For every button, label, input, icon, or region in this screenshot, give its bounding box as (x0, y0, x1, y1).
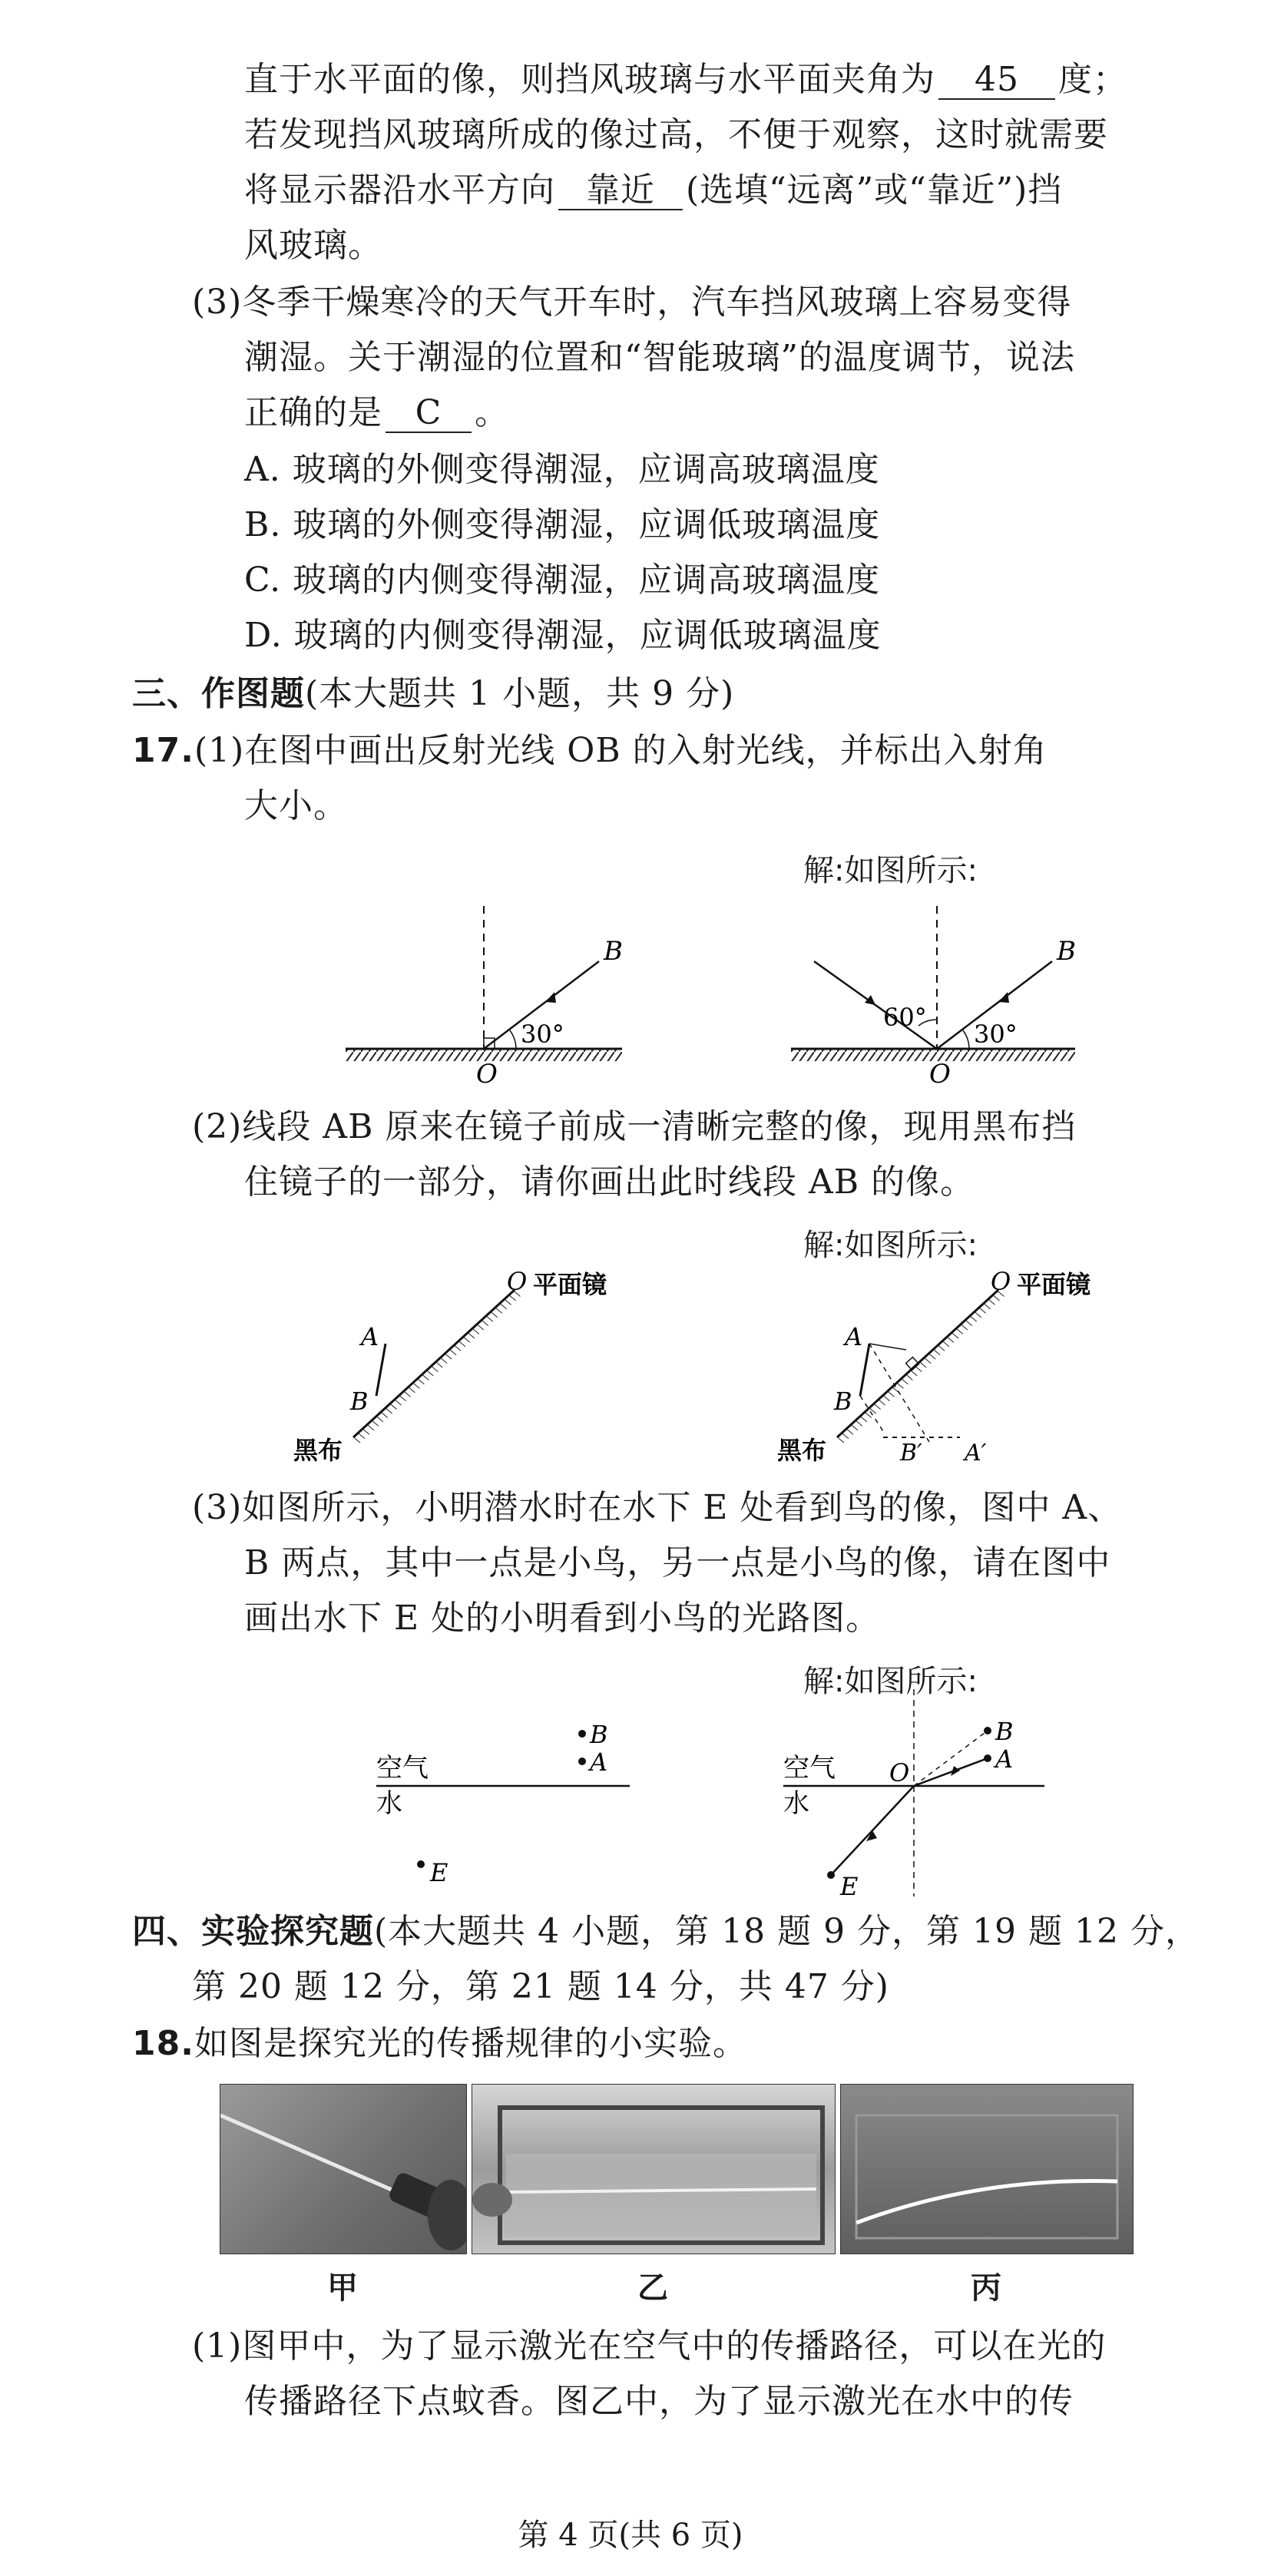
answer-blank: C (386, 395, 472, 433)
section-4-note: 第 20 题 12 分，第 21 题 14 分，共 47 分) (192, 1967, 889, 2006)
photo-bing (840, 2084, 1134, 2254)
figure-reflection-question (338, 891, 630, 1090)
segment-ab (376, 1344, 386, 1396)
answer-blank: 45 (938, 61, 1055, 100)
arrow-head (545, 992, 556, 1003)
q17-line-2: 大小。 (244, 786, 348, 825)
caption-yi: 乙 (637, 2270, 668, 2306)
label-o: O (507, 1267, 528, 1296)
figure-mirror-solution (768, 1259, 1167, 1474)
q16-line-3: 将显示器沿水平方向 靠近 (选填“远离”或“靠近”)挡 (244, 170, 1063, 210)
q16-part3-line-2: 潮湿。关于潮湿的位置和“智能玻璃”的温度调节，说法 (244, 338, 1075, 377)
q17-part3-line-3: 画出水下 E 处的小明看到小鸟的光路图。 (244, 1599, 881, 1638)
laser-beam-curved (841, 2085, 1133, 2254)
q17-line-1: 17.(1)在图中画出反射光线 OB 的入射光线，并标出入射角 (132, 731, 1048, 770)
solution-label: 解:如图所示: (803, 853, 978, 888)
point-e (827, 1871, 835, 1879)
point-a (984, 1754, 991, 1762)
label-mirror: 平面镜 (1017, 1270, 1091, 1299)
q16-line-4: 风玻璃。 (244, 226, 382, 265)
label-a-prime: A′ (965, 1440, 987, 1467)
construction-line (869, 1344, 906, 1350)
point-b (578, 1730, 586, 1738)
label-b: B (995, 1717, 1014, 1746)
caption-jia: 甲 (327, 2270, 358, 2306)
label-water: 水 (783, 1788, 809, 1819)
arrow-head (998, 992, 1009, 1003)
segment-ab (860, 1344, 869, 1396)
answer-blank: 靠近 (558, 172, 683, 210)
photo-yi (472, 2084, 836, 2254)
photo-jia (220, 2084, 467, 2254)
label-o: O (889, 1758, 910, 1787)
arrow-head (865, 995, 875, 1005)
mirror-hatch (353, 1290, 521, 1443)
laser-beam-air (220, 2085, 466, 2254)
q17-part2-line-1: (2)线段 AB 原来在镜子前成一清晰完整的像，现用黑布挡 (192, 1107, 1077, 1146)
point-a (578, 1758, 586, 1765)
q18-part1-line-1: (1)图甲中，为了显示激光在空气中的传播路径，可以在光的 (192, 2326, 1107, 2366)
q16-part3-line-1: (3)冬季干燥寒冷的天气开车时，汽车挡风玻璃上容易变得 (192, 283, 1072, 322)
label-a: A (590, 1748, 608, 1777)
q18-part1-line-2: 传播路径下点蚊香。图乙中，为了显示激光在水中的传 (244, 2382, 1074, 2421)
label-30: 30° (974, 1020, 1018, 1049)
angle-arc-30 (963, 1030, 969, 1049)
q16-part3-line-3: 正确的是 C 。 (244, 393, 509, 432)
point-b (984, 1727, 991, 1734)
construction-line-a (869, 1344, 929, 1442)
q17-part3-line-1: (3)如图所示，小明潜水时在水下 E 处看到鸟的像，图中 A、 (192, 1488, 1123, 1527)
label-30: 30° (521, 1020, 564, 1049)
label-o: O (991, 1267, 1011, 1296)
virtual-ray (914, 1731, 988, 1786)
label-e: E (840, 1872, 859, 1901)
figure-refraction-question (361, 1697, 653, 1889)
incident-ray (914, 1758, 988, 1786)
label-mirror: 平面镜 (533, 1270, 607, 1299)
figure-refraction-solution (776, 1682, 1067, 1904)
label-e: E (430, 1858, 448, 1887)
option-a: A. 玻璃的外侧变得潮湿，应调高玻璃温度 (244, 450, 880, 489)
label-b: B (604, 936, 623, 967)
mirror-hatch (837, 1290, 1004, 1443)
label-b: B (1057, 936, 1076, 967)
section-4-heading: 四、实验探究题(本大题共 4 小题，第 18 题 9 分，第 19 题 12 分， (132, 1912, 1200, 1951)
label-b: B (350, 1387, 369, 1416)
label-60: 60° (883, 1003, 927, 1032)
label-b: B (834, 1387, 852, 1416)
label-black-cloth: 黑布 (777, 1436, 827, 1465)
option-d: D. 玻璃的内侧变得潮湿，应调低玻璃温度 (244, 616, 882, 655)
label-b-prime: B′ (900, 1440, 922, 1467)
option-b: B. 玻璃的外侧变得潮湿，应调低玻璃温度 (244, 505, 881, 544)
label-a: A (845, 1322, 863, 1351)
label-water: 水 (376, 1788, 402, 1819)
label-o: O (476, 1059, 498, 1090)
label-b: B (590, 1720, 608, 1749)
label-a: A (995, 1744, 1014, 1774)
section-3-heading: 三、作图题(本大题共 1 小题，共 9 分) (132, 674, 735, 713)
q17-part2-line-2: 住镜子的一部分，请你画出此时线段 AB 的像。 (244, 1162, 975, 1202)
q17-part3-line-2: B 两点，其中一点是小鸟，另一点是小鸟的像，请在图中 (244, 1543, 1111, 1582)
label-air: 空气 (376, 1753, 429, 1784)
water-tank (472, 2085, 835, 2254)
caption-bing: 丙 (971, 2270, 1001, 2306)
q16-line-2: 若发现挡风玻璃所成的像过高，不便于观察，这时就需要 (244, 115, 1108, 154)
page-footer: 第 4 页(共 6 页) (518, 2518, 743, 2553)
label-air: 空气 (783, 1753, 836, 1784)
point-e (417, 1860, 425, 1868)
q18-stem: 18.如图是探究光的传播规律的小实验。 (132, 2024, 747, 2063)
label-black-cloth: 黑布 (293, 1436, 343, 1465)
label-o: O (929, 1059, 951, 1090)
q16-line-1: 直于水平面的像，则挡风玻璃与水平面夹角为 45 度； (244, 60, 1127, 99)
solution-label: 解:如图所示: (803, 1228, 978, 1263)
figure-reflection-solution (783, 891, 1091, 1090)
figure-mirror-question (284, 1259, 668, 1474)
solution-label: 解:如图所示: (803, 1664, 978, 1699)
angle-arc (510, 1030, 516, 1049)
label-a: A (361, 1322, 379, 1351)
option-c: C. 玻璃的内侧变得潮湿，应调高玻璃温度 (244, 561, 881, 600)
